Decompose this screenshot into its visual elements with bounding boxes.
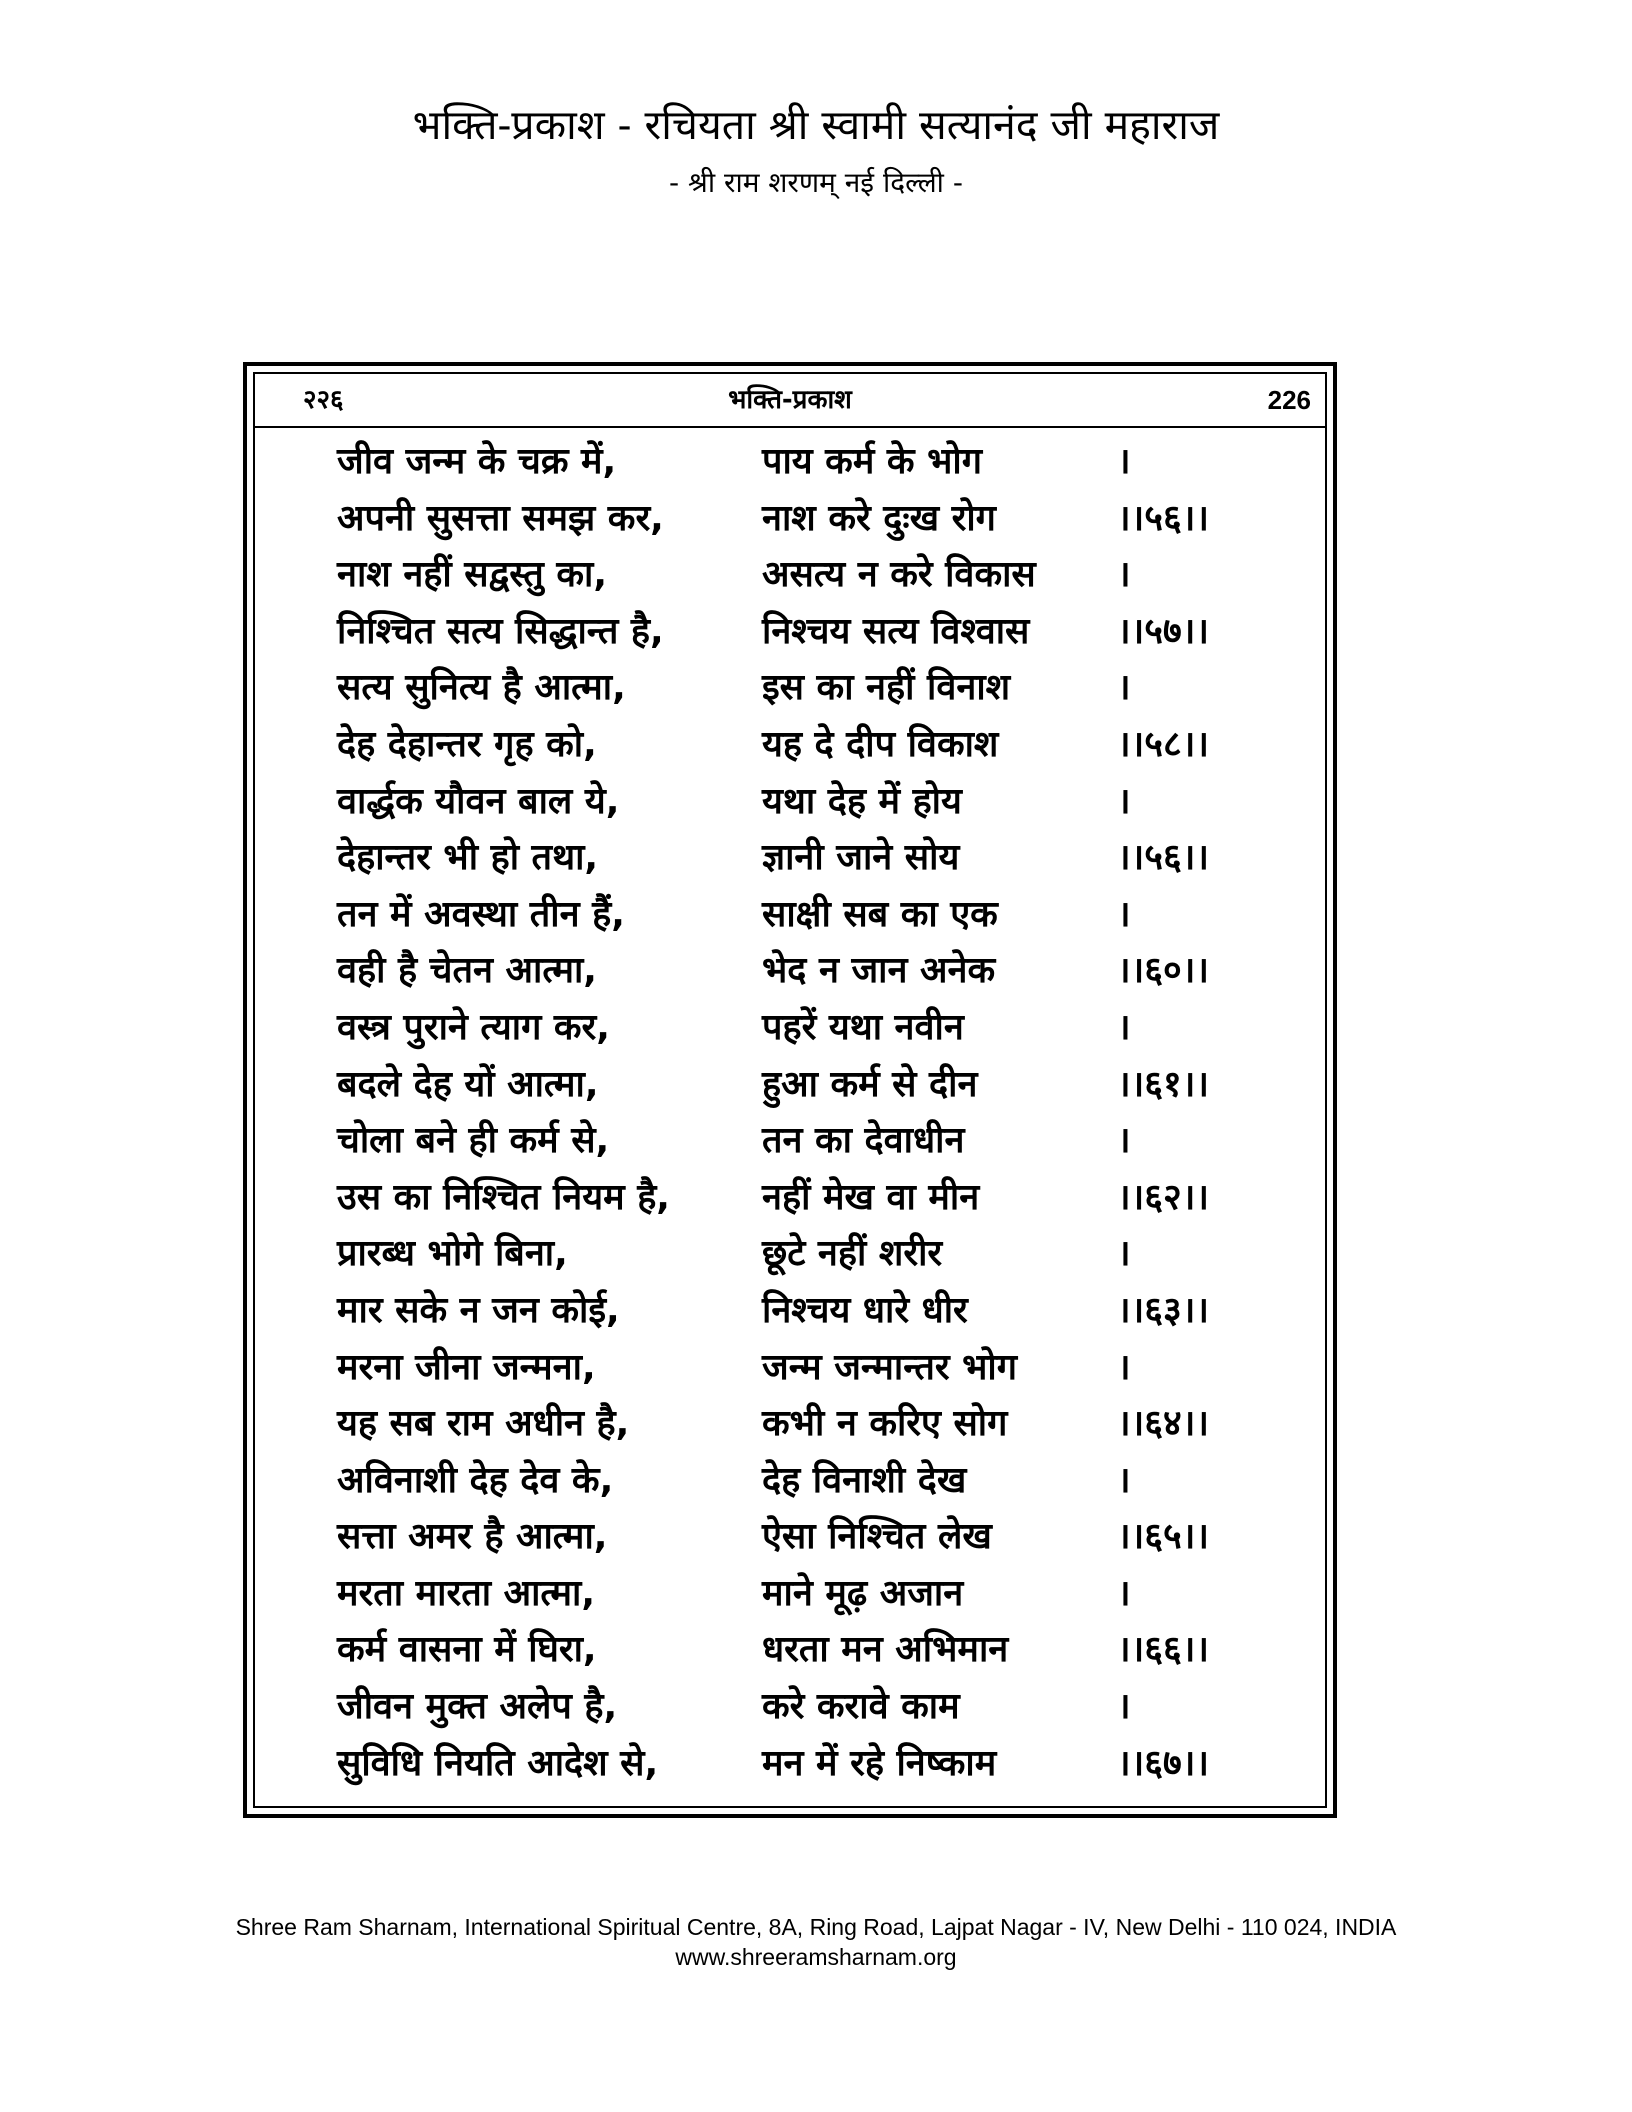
verse-first-half: वस्त्र पुराने त्याग कर,: [337, 1006, 610, 1048]
verse-line: [337, 1340, 1297, 1397]
document-title: भक्ति-प्रकाश - रचियता श्री स्वामी सत्यानंद जी महाराज: [412, 101, 1220, 149]
verse-mark: ।।५६।।: [1117, 497, 1210, 539]
verse-second-half: हुआ कर्म से दीन: [762, 1063, 978, 1105]
verse-line: [337, 774, 1297, 831]
verse-first-half: अविनाशी देह देव के,: [337, 1459, 614, 1501]
verse-mark: ।: [1117, 1120, 1131, 1162]
verse-second-half: तन का देवाधीन: [762, 1120, 965, 1162]
verse-first-half: जीव जन्म के चक्र में,: [337, 441, 617, 482]
verse-first-half: सुविधि नियति आदेश से,: [337, 1742, 659, 1784]
verse-mark: ।।५८।।: [1117, 723, 1210, 765]
verse-line: [337, 1283, 1297, 1340]
page-number-arabic: 226: [1267, 385, 1311, 415]
verse-first-half: मार सके न जन कोई,: [337, 1289, 620, 1331]
verse-line: [337, 1113, 1297, 1170]
verse-mark: ।: [1117, 667, 1131, 709]
verse-mark: ।।६०।।: [1117, 950, 1210, 992]
verse-line: [337, 1000, 1297, 1057]
verse-mark: ।: [1117, 1459, 1131, 1501]
verse-mark: ।: [1117, 1233, 1131, 1275]
verse-first-half: प्रारब्ध भोगे बिना,: [337, 1233, 568, 1275]
verse-first-half: उस का निश्चित नियम है,: [337, 1176, 670, 1218]
verse-mark: ।।६६।।: [1117, 1629, 1210, 1671]
verse-first-half: यह सब राम अधीन है,: [337, 1403, 630, 1445]
verse-first-half: देहान्तर भी हो तथा,: [337, 837, 599, 879]
verse-mark: ।।६७।।: [1117, 1742, 1210, 1784]
verse-mark: ।: [1117, 780, 1131, 822]
verse-mark: ।: [1117, 1006, 1131, 1048]
verse-second-half: मन में रहे निष्काम: [762, 1742, 997, 1784]
verse-line: [337, 1566, 1297, 1623]
verse-second-half: साक्षी सब का एक: [762, 893, 998, 935]
verse-first-half: बदले देह यों आत्मा,: [337, 1063, 599, 1105]
verse-second-half: ज्ञानी जाने सोय: [762, 837, 960, 879]
running-title: भक्ति-प्रकाश: [728, 385, 852, 415]
verse-first-half: मरता मारता आत्मा,: [337, 1572, 596, 1614]
verse-first-half: वार्द्धक यौवन बाल ये,: [337, 780, 620, 822]
verse-line: [337, 1736, 1297, 1793]
verse-mark: ।।६२।।: [1117, 1176, 1210, 1218]
verse-second-half: माने मूढ़ अजान: [762, 1572, 964, 1614]
verse-first-half: सत्य सुनित्य है आत्मा,: [337, 667, 626, 709]
verse-line: [337, 1622, 1297, 1679]
verse-first-half: अपनी सुसत्ता समझ कर,: [337, 497, 664, 539]
verse-mark: ।: [1117, 1572, 1131, 1614]
running-head: [255, 374, 1325, 428]
page-number-devanagari: २२६: [303, 385, 344, 415]
verse-line: [337, 1509, 1297, 1566]
verse-mark: ।: [1117, 1346, 1131, 1388]
verse-mark: ।: [1117, 554, 1131, 596]
verse-first-half: जीवन मुक्त अलेप है,: [337, 1686, 618, 1728]
verse-mark: ।।६४।।: [1117, 1403, 1210, 1445]
verse-mark: ।।६१।।: [1117, 1063, 1210, 1105]
verse-first-half: सत्ता अमर है आत्मा,: [337, 1516, 608, 1558]
verse-line: [337, 830, 1297, 887]
verse-mark: ।: [1117, 1686, 1131, 1728]
verse-line: [337, 660, 1297, 717]
verse-second-half: नहीं मेख वा मीन: [762, 1176, 980, 1218]
verse-line: [337, 1057, 1297, 1114]
verse-first-half: वही है चेतन आत्मा,: [337, 950, 597, 992]
page-frame-inner: [253, 372, 1327, 1808]
verse-second-half: इस का नहीं विनाश: [762, 667, 1011, 709]
verse-line: [337, 491, 1297, 548]
verse-first-half: मरना जीना जन्मना,: [337, 1346, 596, 1388]
verse-second-half: ऐसा निश्चित लेख: [762, 1516, 992, 1558]
verse-line: [337, 1679, 1297, 1736]
verse-line: [337, 1396, 1297, 1453]
verse-first-half: कर्म वासना में घिरा,: [337, 1629, 597, 1671]
verse-line: [337, 1453, 1297, 1510]
verse-mark: ।।५६।।: [1117, 837, 1210, 879]
footer-address: Shree Ram Sharnam, International Spiritual Centre, 8A, Ring Road, Lajpat Nagar - IV, New Delhi - 110 024, INDIA: [235, 1914, 1397, 1940]
verse-mark: ।।५७।।: [1117, 610, 1210, 652]
verse-mark: ।: [1117, 893, 1131, 935]
page-frame: [243, 362, 1337, 1818]
verse-second-half: धरता मन अभिमान: [762, 1629, 1009, 1671]
verse-line: [337, 434, 1297, 491]
verse-second-half: पहरें यथा नवीन: [762, 1006, 964, 1048]
verse-mark: ।: [1117, 441, 1131, 482]
verse-second-half: नाश करे दुःख रोग: [762, 497, 996, 539]
verse-line: [337, 887, 1297, 944]
verse-second-half: निश्चय सत्य विश्वास: [762, 610, 1030, 652]
verse-line: [337, 1170, 1297, 1227]
verse-second-half: भेद न जान अनेक: [762, 950, 996, 992]
verse-second-half: असत्य न करे विकास: [762, 554, 1036, 596]
verse-mark: ।।६३।।: [1117, 1289, 1210, 1331]
verse-second-half: यह दे दीप विकाश: [762, 723, 999, 765]
verse-second-half: यथा देह में होय: [762, 780, 962, 822]
verse-line: [337, 1226, 1297, 1283]
verse-first-half: तन में अवस्था तीन हैं,: [337, 893, 625, 935]
verse-first-half: निश्चित सत्य सिद्धान्त है,: [337, 610, 664, 652]
footer-url: www.shreeramsharnam.org: [675, 1944, 957, 1970]
verse-line: [337, 604, 1297, 661]
verse-second-half: छूटे नहीं शरीर: [762, 1233, 943, 1275]
verse-first-half: देह देहान्तर गृह को,: [337, 723, 597, 765]
document-subtitle: - श्री राम शरणम् नई दिल्ली -: [669, 166, 963, 199]
verse-line: [337, 547, 1297, 604]
verse-line: [337, 943, 1297, 1000]
verse-first-half: नाश नहीं सद्वस्तु का,: [337, 554, 608, 596]
verse-line: [337, 717, 1297, 774]
verse-list: [337, 434, 1297, 1792]
verse-second-half: देह विनाशी देख: [762, 1459, 967, 1501]
verse-second-half: जन्म जन्मान्तर भोग: [762, 1346, 1017, 1388]
verse-second-half: करे करावे काम: [762, 1686, 960, 1728]
verse-first-half: चोला बने ही कर्म से,: [337, 1120, 610, 1162]
verse-second-half: पाय कर्म के भोग: [762, 441, 982, 482]
verse-second-half: कभी न करिए सोग: [762, 1403, 1008, 1445]
verse-second-half: निश्चय धारे धीर: [762, 1289, 968, 1331]
verse-mark: ।।६५।।: [1117, 1516, 1210, 1558]
